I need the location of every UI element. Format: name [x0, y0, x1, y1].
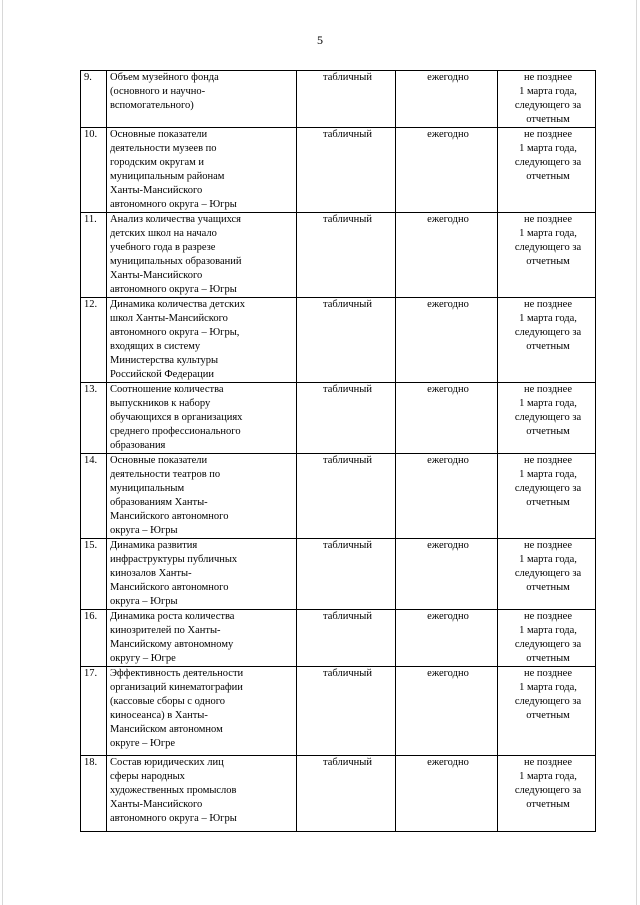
table-row [81, 298, 596, 383]
report-deadline: не позднее 1 марта года, следующего за отчетным [498, 454, 596, 539]
indicator-name: Динамика развития инфраструктуры публичных кинозалов Ханты- Мансийского автономного округа – Югры [107, 539, 297, 610]
report-deadline: не позднее 1 марта года, следующего за отчетным [498, 610, 596, 667]
row-number: 9. [81, 71, 107, 128]
indicator-name: Эффективность деятельности организаций кинематографии (кассовые сборы с одного киносеанса) в Ханты- Мансийском автономном округе – Югре [107, 667, 297, 756]
page-edge-right [636, 0, 637, 905]
report-deadline: не позднее 1 марта года, следующего за отчетным [498, 298, 596, 383]
row-number: 15. [81, 539, 107, 610]
report-form: табличный [297, 454, 396, 539]
report-deadline: не позднее 1 марта года, следующего за отчетным [498, 71, 596, 128]
row-number: 14. [81, 454, 107, 539]
report-deadline: не позднее 1 марта года, следующего за отчетным [498, 756, 596, 832]
report-form: табличный [297, 298, 396, 383]
indicator-name: Основные показатели деятельности музеев по городским округам и муниципальным районам Ханты-Мансийского автономного округа – Югры [107, 128, 297, 213]
report-form: табличный [297, 667, 396, 756]
indicator-name: Состав юридических лиц сферы народных художественных промыслов Ханты-Мансийского автономного округа – Югры [107, 756, 297, 832]
report-form: табличный [297, 213, 396, 298]
report-deadline: не позднее 1 марта года, следующего за отчетным [498, 213, 596, 298]
report-periodicity: ежегодно [396, 454, 498, 539]
report-form: табличный [297, 71, 396, 128]
report-periodicity: ежегодно [396, 667, 498, 756]
indicator-name: Анализ количества учащихся детских школ на начало учебного года в разрезе муниципальных образований Ханты-Мансийского автономного округа – Югры [107, 213, 297, 298]
report-periodicity: ежегодно [396, 71, 498, 128]
table-row [81, 128, 596, 213]
report-periodicity: ежегодно [396, 539, 498, 610]
report-periodicity: ежегодно [396, 213, 498, 298]
report-periodicity: ежегодно [396, 383, 498, 454]
report-form: табличный [297, 539, 396, 610]
table-row [81, 454, 596, 539]
indicator-name: Основные показатели деятельности театров по муниципальным образованиям Ханты- Мансийского автономного округа – Югры [107, 454, 297, 539]
report-periodicity: ежегодно [396, 128, 498, 213]
table-row [81, 756, 596, 832]
row-number: 18. [81, 756, 107, 832]
indicator-name: Динамика количества детских школ Ханты-Мансийского автономного округа – Югры, входящих в систему Министерства культуры Российской Федерации [107, 298, 297, 383]
table-row [81, 213, 596, 298]
page-number: 5 [317, 33, 323, 47]
report-form: табличный [297, 756, 396, 832]
report-deadline: не позднее 1 марта года, следующего за отчетным [498, 383, 596, 454]
table-row [81, 610, 596, 667]
indicator-name: Объем музейного фонда (основного и научно- вспомогательного) [107, 71, 297, 128]
report-form: табличный [297, 383, 396, 454]
row-number: 16. [81, 610, 107, 667]
report-deadline: не позднее 1 марта года, следующего за отчетным [498, 667, 596, 756]
table-row [81, 71, 596, 128]
row-number: 17. [81, 667, 107, 756]
row-number: 10. [81, 128, 107, 213]
report-form: табличный [297, 610, 396, 667]
report-periodicity: ежегодно [396, 298, 498, 383]
table-row [81, 383, 596, 454]
table-row [81, 667, 596, 756]
reports-table [80, 70, 596, 832]
report-form: табличный [297, 128, 396, 213]
report-deadline: не позднее 1 марта года, следующего за отчетным [498, 539, 596, 610]
report-deadline: не позднее 1 марта года, следующего за отчетным [498, 128, 596, 213]
report-periodicity: ежегодно [396, 610, 498, 667]
row-number: 13. [81, 383, 107, 454]
indicator-name: Соотношение количества выпускников к набору обучающихся в организациях среднего профессионального образования [107, 383, 297, 454]
row-number: 11. [81, 213, 107, 298]
indicator-name: Динамика роста количества кинозрителей по Ханты- Мансийскому автономному округу – Югре [107, 610, 297, 667]
table-row [81, 539, 596, 610]
row-number: 12. [81, 298, 107, 383]
report-periodicity: ежегодно [396, 756, 498, 832]
page-edge-left [2, 0, 3, 905]
